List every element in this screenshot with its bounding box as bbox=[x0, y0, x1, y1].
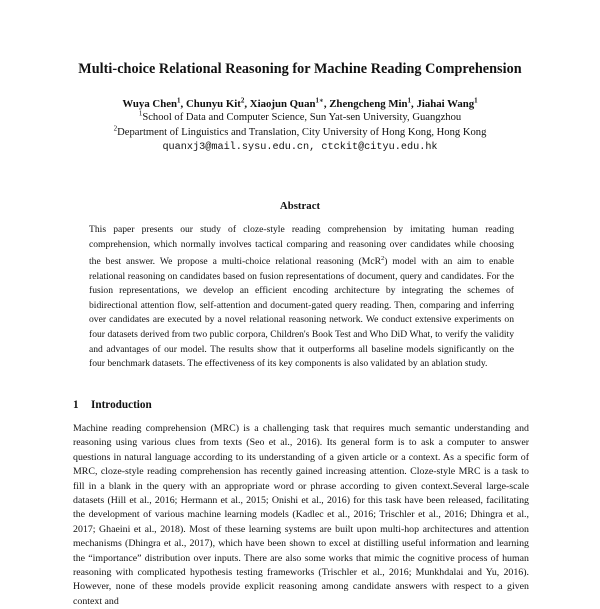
abstract-superscript: 2 bbox=[380, 255, 385, 263]
affiliation-mark: 2 bbox=[113, 124, 118, 133]
author-separator: , bbox=[411, 98, 417, 110]
author-affiliation-mark: 2 bbox=[240, 96, 245, 105]
author-name: Xiaojun Quan bbox=[249, 98, 316, 110]
section-number: 1 bbox=[73, 399, 79, 411]
abstract-text-part-1: This paper presents our study of cloze-style reading comprehension by imitating human reading comprehension, which normally involves tactical comparing and reasoning over candidates while choosing the best answer. We propose a multi-choice relational reasoning (McR bbox=[89, 224, 514, 268]
author-affiliation-mark: 1 bbox=[474, 96, 478, 105]
affiliation-mark: 1 bbox=[138, 109, 143, 118]
abstract-body bbox=[89, 223, 514, 372]
section-title: Introduction bbox=[91, 399, 152, 411]
author-affiliation-mark: 1 bbox=[177, 96, 181, 105]
introduction-body bbox=[73, 422, 529, 609]
affiliation-2 bbox=[0, 124, 600, 138]
author-affiliation-mark: 1∗ bbox=[315, 96, 324, 105]
introduction-paragraph: Machine reading comprehension (MRC) is a challenging task that requires much semantic understanding and reasoning using various clues from texts (Seo et al., 2016). Its general form is to ask a computer to answer questions in natural language according to its understanding of a given article or a context. As a specific form of MRC, cloze-style reading comprehension has recently gained increasing attention. Cloze-style MRC is a task to fill in a blank in the query with an appropriate word or phrase according to given context.Several large-scale datasets (Hill et al., 2016; Hermann et al., 2015; Onishi et al., 2016) for this task have been released, facilitating the development of various machine learning models (Kadlec et al., 2016; Trischler et al., 2016; Dhingra et al., 2017; Ghaeini et al., 2018). Most of these learning systems are built upon multi-hop architectures and attention mechanisms (Dhingra et al., 2017), which have been shown to excel at distilling useful information and learning the “importance” distribution over inputs. There are also some works that mimic the cognitive process of human reasoning with complicated hypothesis testing frameworks (Trischler et al., 2016; Munkhdalai and Yu, 2016). However, none of these models provide explicit reasoning among candidate answers with respect to a given context and bbox=[73, 423, 529, 607]
section-heading-introduction bbox=[73, 399, 152, 411]
author-list bbox=[0, 98, 600, 110]
author-separator: , bbox=[180, 98, 186, 110]
affiliation-1 bbox=[0, 109, 600, 123]
author-name: Jiahai Wang bbox=[416, 98, 475, 110]
author-separator: , bbox=[244, 98, 250, 110]
author-separator: , bbox=[323, 98, 330, 110]
abstract-text-part-2: ) model with an aim to enable relational reasoning on candidates based on fusion representations of document, query and candidates. For the fusion representations, we develop an efficient encoding architecture by integrating the schemes of bidirectional attention flow, self-attention and document-gated query reading. Then, comparing and inferring over candidates are executed by a novel relational reasoning network. We conduct extensive experiments on four datasets derived from two public corpora, Children's Book Test and Who DiD What, to verify the validity and advantages of our model. The results show that it outperforms all baseline models significantly on the four benchmark datasets. The effectiveness of its key components is also validated by an ablation study. bbox=[89, 256, 514, 370]
paper-title: Multi-choice Relational Reasoning for Machine Reading Comprehension bbox=[78, 61, 522, 77]
author-affiliation-mark: 1 bbox=[407, 96, 412, 105]
author-name: Chunyu Kit bbox=[185, 98, 241, 110]
author-emails: quanxj3@mail.sysu.edu.cn, ctckit@cityu.edu.hk bbox=[162, 142, 438, 153]
author-name: Wuya Chen bbox=[122, 98, 178, 110]
affiliation-text: School of Data and Computer Science, Sun Yat-sen University, Guangzhou bbox=[142, 112, 462, 123]
affiliation-text: Department of Linguistics and Translation, City University of Hong Kong, Hong Kong bbox=[117, 127, 487, 138]
author-name: Zhengcheng Min bbox=[329, 98, 408, 110]
abstract-heading: Abstract bbox=[279, 200, 321, 212]
